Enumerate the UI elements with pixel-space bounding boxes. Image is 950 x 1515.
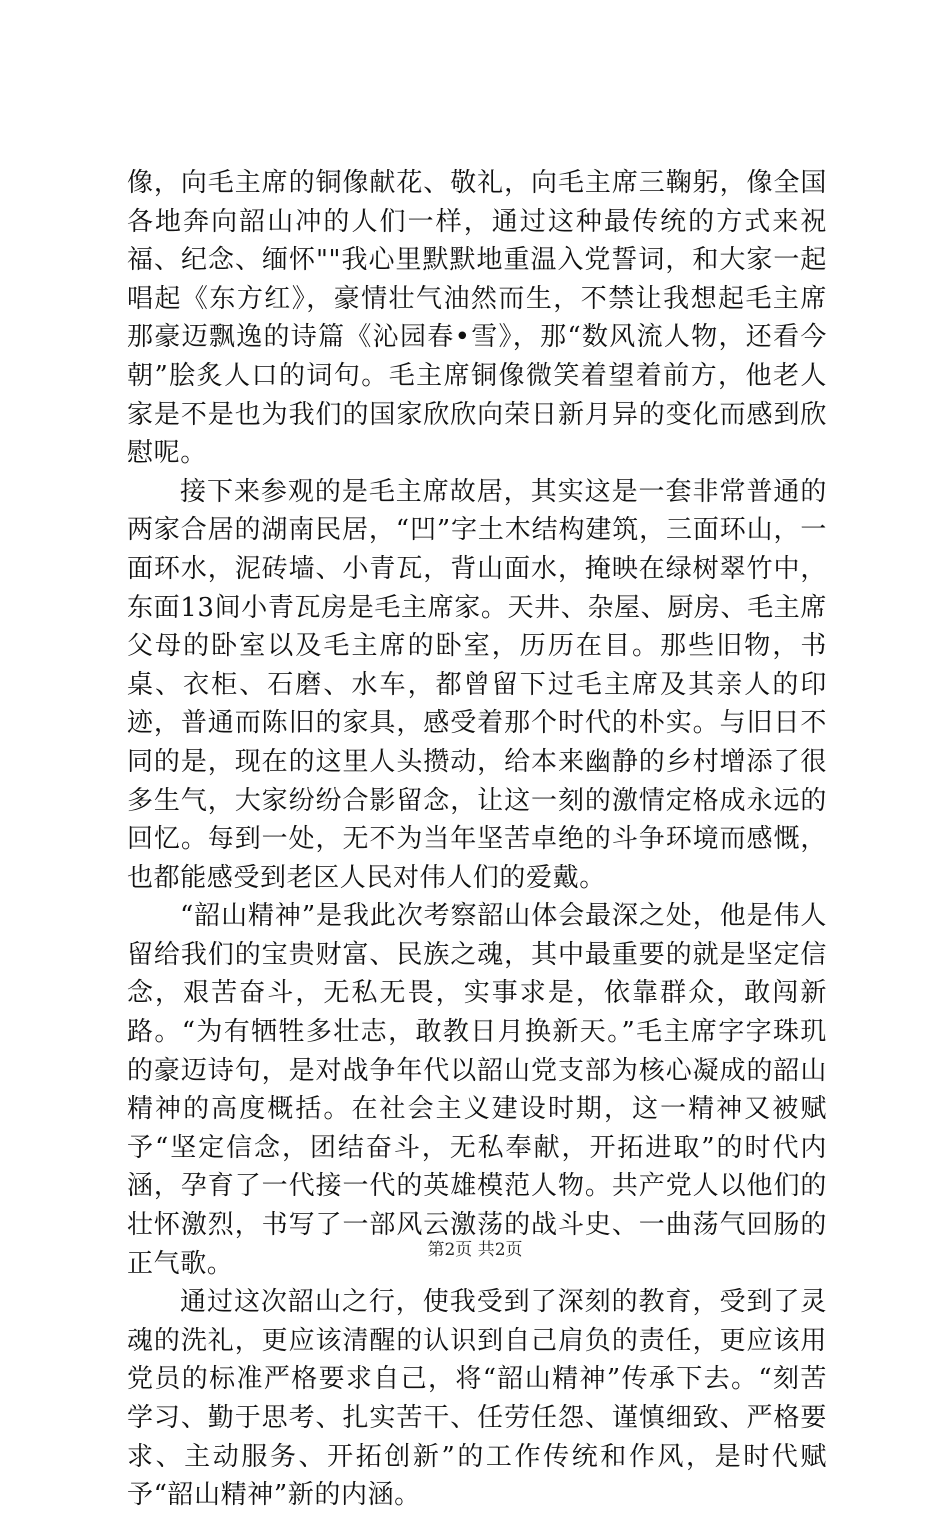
paragraph-4: 通过这次韶山之行，使我受到了深刻的教育，受到了灵魂的洗礼，更应该清醒的认识到自己肩负的责任，更应该用党员的标准严格要求自己，将“韶山精神”传承下去。“刻苦学习、勤于思考、扎实苦干、任劳任怨、谨慎细致、严格要求、主动服务、开拓创新”的工作传统和作风，是时代赋予“韶山精神”新的内涵。 [127, 1287, 827, 1511]
paragraph-3: “韶山精神”是我此次考察韶山体会最深之处，他是伟人留给我们的宝贵财富、民族之魂，其中最重要的就是坚定信念，艰苦奋斗，无私无畏，实事求是，依靠群众，敢闯新路。“为有牺牲多壮志，敢教日月换新天。”毛主席字字珠玑的豪迈诗句，是对战争年代以韶山党支部为核心凝成的韶山精神的高度概括。在社会主义建设时期，这一精神又被赋予“坚定信念，团结奋斗，无私奉献，开拓进取”的时代内涵，孕育了一代接一代的英雄模范人物。共产党人以他们的壮怀激烈，书写了一部风云激荡的战斗史、一曲荡气回肠的正气歌。 [127, 901, 827, 1279]
paragraph-2: 接下来参观的是毛主席故居，其实这是一套非常普通的两家合居的湖南民居，“凹”字土木结构建筑，三面环山，一面环水，泥砖墙、小青瓦，背山面水，掩映在绿树翠竹中，东面13间小青瓦房是毛主席家。天井、杂屋、厨房、毛主席父母的卧室以及毛主席的卧室，历历在目。那些旧物，书桌、衣柜、石磨、水车，都曾留下过毛主席及其亲人的印迹，普通而陈旧的家具，感受着那个时代的朴实。与旧日不同的是，现在的这里人头攒动，给本来幽静的乡村增添了很多生气，大家纷纷合影留念，让这一刻的激情定格成永远的回忆。每到一处，无不为当年坚苦卓绝的斗争环境而感慨，也都能感受到老区人民对伟人们的爱戴。 [127, 476, 827, 893]
document-body [127, 164, 827, 1515]
paragraph-1: 像，向毛主席的铜像献花、敬礼，向毛主席三鞠躬，像全国各地奔向韶山冲的人们一样，通过这种最传统的方式来祝福、纪念、缅怀""我心里默默地重温入党誓词，和大家一起唱起《东方红》，豪情壮气油然而生，不禁让我想起毛主席那豪迈飘逸的诗篇《沁园春•雪》，那“数风流人物，还看今朝”脍炙人口的词句。毛主席铜像微笑着望着前方，他老人家是不是也为我们的国家欣欣向荣日新月异的变化而感到欣慰呢。 [127, 168, 827, 469]
page-number-footer: 第2页 共2页 [427, 1240, 523, 1260]
